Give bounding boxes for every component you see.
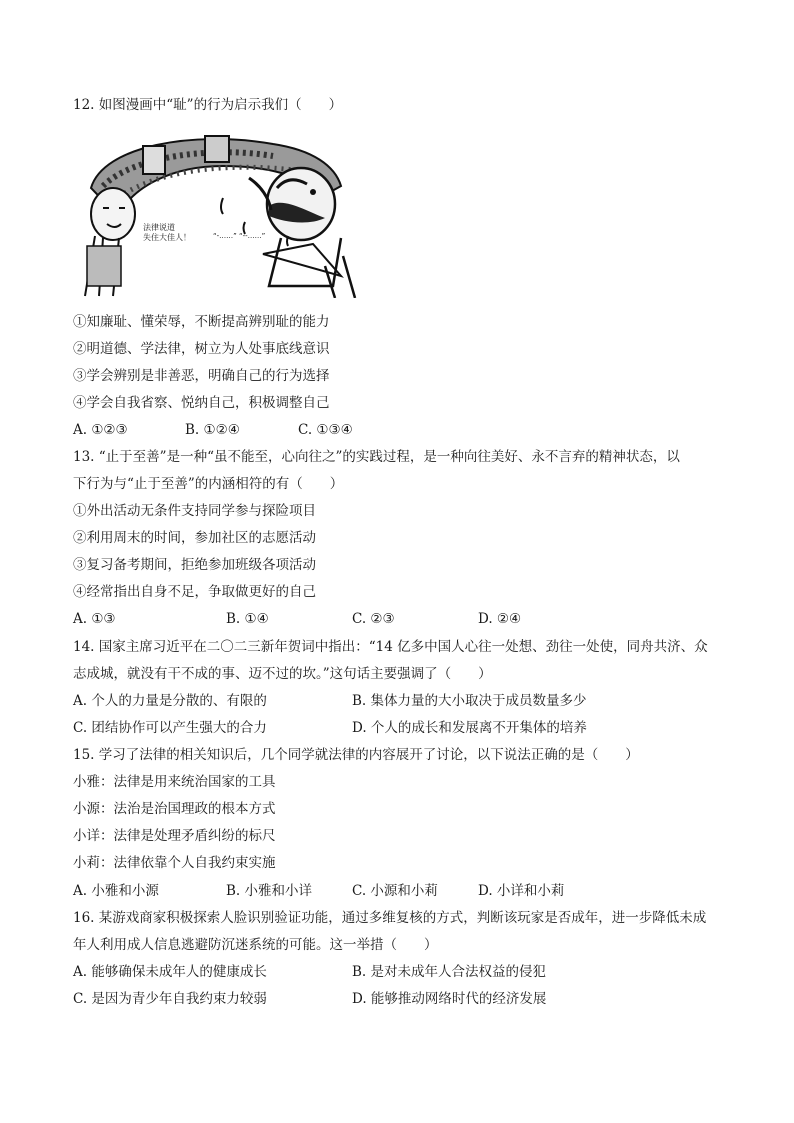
q15-option-d[interactable]: D. 小详和小莉 [478, 883, 565, 899]
q14-option-c[interactable]: C. 团结协作可以产生强大的合力 [73, 720, 267, 736]
q14-stem-line1: 14. 国家主席习近平在二〇二三新年贺词中指出：“14 亿多中国人心往一处想、劲往一处使，同舟共济、众 [73, 639, 708, 655]
q16-option-a[interactable]: A. 能够确保未成年人的健康成长 [73, 964, 267, 980]
q16-option-d[interactable]: D. 能够推动网络时代的经济发展 [352, 991, 547, 1007]
q13-option-b[interactable]: B. ①④ [226, 611, 269, 627]
q13-option-c[interactable]: C. ②③ [352, 611, 395, 627]
q12-item-2: ②明道德、学法律，树立为人处事底线意识 [73, 341, 330, 357]
q14-option-b[interactable]: B. 集体力量的大小取决于成员数量多少 [352, 693, 587, 709]
q16-option-c[interactable]: C. 是因为青少年自我约束力较弱 [73, 991, 267, 1007]
q12-item-3: ③学会辨别是非善恶，明确自己的行为选择 [73, 368, 330, 384]
cartoon-scribble: “-……” “--……” [213, 232, 266, 240]
q12-stem: 12. 如图漫画中“耻”的行为启示我们（ ） [73, 97, 343, 113]
cartoon-image [73, 126, 363, 298]
q16-option-b[interactable]: B. 是对未成年人合法权益的侵犯 [352, 964, 547, 980]
q15-option-c[interactable]: C. 小源和小莉 [352, 883, 438, 899]
q13-option-d[interactable]: D. ②④ [478, 611, 522, 627]
q16-stem-line1: 16. 某游戏商家积极探索人脸识别验证功能，通过多维复核的方式，判断该玩家是否成年，进一步降低未成 [73, 910, 707, 926]
q13-item-3: ③复习备考期间，拒绝参加班级各项活动 [73, 557, 316, 573]
q15-item-4: 小莉：法律依靠个人自我约束实施 [73, 855, 276, 871]
q13-item-1: ①外出活动无条件支持同学参与探险项目 [73, 503, 316, 519]
q15-item-2: 小源：法治是治国理政的根本方式 [73, 801, 276, 817]
q15-item-3: 小详：法律是处理矛盾纠纷的标尺 [73, 828, 276, 844]
q15-stem: 15. 学习了法律的相关知识后，几个同学就法律的内容展开了讨论，以下说法正确的是（ ） [73, 747, 639, 763]
q15-option-a[interactable]: A. 小雅和小源 [73, 883, 159, 899]
cartoon-label-line1: 法律说道 [143, 223, 175, 232]
q15-item-1: 小雅：法律是用来统治国家的工具 [73, 774, 276, 790]
q15-option-b[interactable]: B. 小雅和小详 [226, 883, 313, 899]
q12-option-b[interactable]: B. ①②④ [185, 422, 240, 438]
q12-option-a[interactable]: A. ①②③ [73, 422, 128, 438]
q14-stem-line2: 志成城，就没有干不成的事、迈不过的坎。”这句话主要强调了（ ） [73, 666, 492, 682]
q13-item-4: ④经常指出自身不足，争取做更好的自己 [73, 584, 316, 600]
q13-item-2: ②利用周末的时间，参加社区的志愿活动 [73, 530, 316, 546]
q13-option-a[interactable]: A. ①③ [73, 611, 116, 627]
q12-option-c[interactable]: C. ①③④ [298, 422, 353, 438]
q13-stem-line2: 下行为与“止于至善”的内涵相符的有（ ） [73, 476, 344, 492]
cartoon-label-line2: 失住大佳人！ [143, 233, 191, 242]
q13-stem-line1: 13. “止于至善”是一种“虽不能至，心向往之”的实践过程，是一种向往美好、永不言弃的精神状态，以 [73, 449, 680, 465]
q14-option-a[interactable]: A. 个人的力量是分散的、有限的 [73, 693, 267, 709]
q12-item-1: ①知廉耻、懂荣辱，不断提高辨别耻的能力 [73, 314, 330, 330]
q14-option-d[interactable]: D. 个人的成长和发展离不开集体的培养 [352, 720, 587, 736]
q16-stem-line2: 年人利用成人信息逃避防沉迷系统的可能。这一举措（ ） [73, 937, 438, 953]
q12-item-4: ④学会自我省察、悦纳自己，积极调整自己 [73, 395, 330, 411]
